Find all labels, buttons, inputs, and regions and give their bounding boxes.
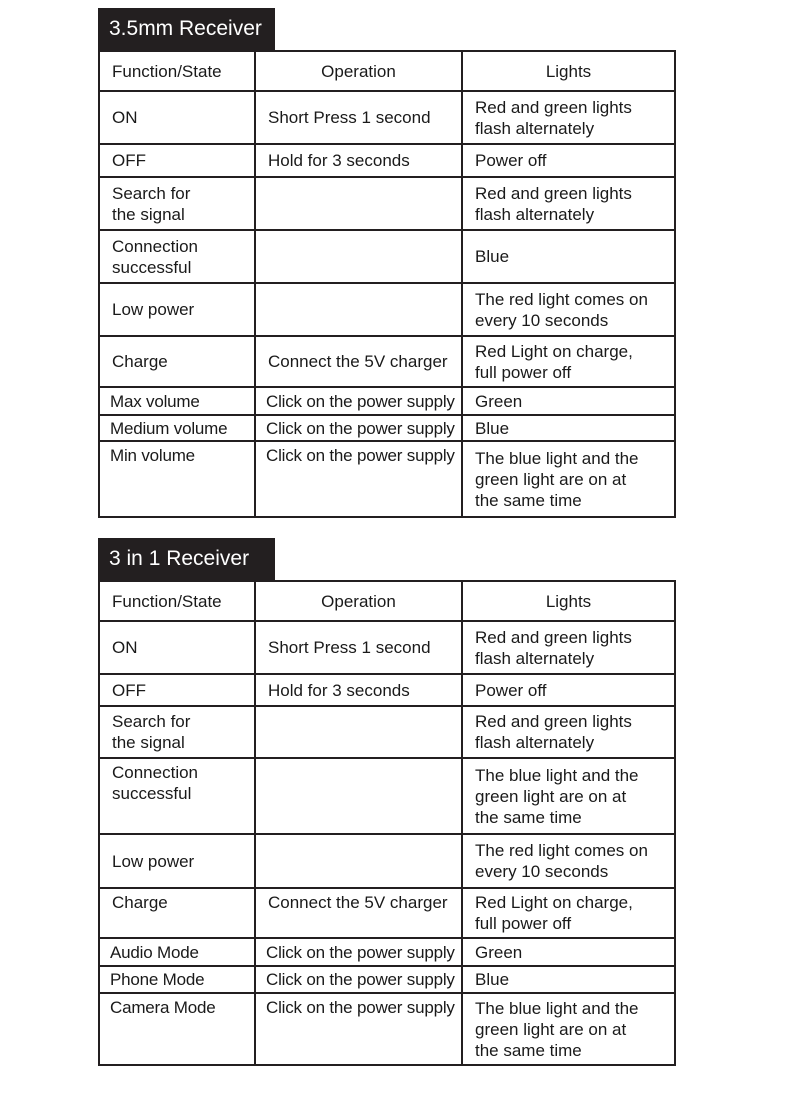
cell-lights: The blue light and the green light are on at the same time xyxy=(462,758,675,834)
table-row xyxy=(99,283,675,336)
cell-function: Low power xyxy=(99,834,255,888)
table-row xyxy=(99,888,675,938)
cell-lights: Green xyxy=(462,938,675,966)
cell-lights: Red and green lights flash alternately xyxy=(462,177,675,230)
header-function: Function/State xyxy=(99,581,255,621)
cell-operation: Click on the power supply xyxy=(255,441,462,517)
cell-lights: Red and green lights flash alternately xyxy=(462,621,675,674)
cell-operation xyxy=(255,706,462,758)
cell-operation: Connect the 5V charger xyxy=(255,888,462,938)
cell-lights: The blue light and the green light are on at the same time xyxy=(462,441,675,517)
cell-operation: Hold for 3 seconds xyxy=(255,144,462,177)
cell-operation: Click on the power supply xyxy=(255,966,462,993)
cell-lights: The blue light and the green light are on at the same time xyxy=(462,993,675,1065)
cell-function: ON xyxy=(99,621,255,674)
table-row xyxy=(99,993,675,1065)
header-operation: Operation xyxy=(255,51,462,91)
header-function: Function/State xyxy=(99,51,255,91)
table-row xyxy=(99,336,675,387)
table-row xyxy=(99,91,675,144)
cell-operation xyxy=(255,230,462,283)
cell-operation xyxy=(255,758,462,834)
table-row xyxy=(99,758,675,834)
cell-function: Charge xyxy=(99,888,255,938)
cell-operation: Click on the power supply xyxy=(255,387,462,415)
cell-function: Search for the signal xyxy=(99,706,255,758)
cell-operation: Click on the power supply xyxy=(255,415,462,441)
cell-operation: Short Press 1 second xyxy=(255,621,462,674)
cell-operation: Connect the 5V charger xyxy=(255,336,462,387)
cell-lights: The red light comes on every 10 seconds xyxy=(462,283,675,336)
cell-lights: Blue xyxy=(462,966,675,993)
cell-function: Medium volume xyxy=(99,415,255,441)
cell-operation xyxy=(255,834,462,888)
table-header-row xyxy=(99,51,675,91)
table-row xyxy=(99,144,675,177)
table-row xyxy=(99,621,675,674)
table-row xyxy=(99,441,675,517)
cell-operation xyxy=(255,283,462,336)
cell-function: Charge xyxy=(99,336,255,387)
cell-lights: Red Light on charge, full power off xyxy=(462,888,675,938)
cell-function: OFF xyxy=(99,674,255,706)
cell-operation: Click on the power supply xyxy=(255,993,462,1065)
cell-lights: Blue xyxy=(462,230,675,283)
table-header-row xyxy=(99,581,675,621)
cell-lights: The red light comes on every 10 seconds xyxy=(462,834,675,888)
table-row xyxy=(99,674,675,706)
table-row xyxy=(99,230,675,283)
cell-function: Max volume xyxy=(99,387,255,415)
cell-function: Search for the signal xyxy=(99,177,255,230)
cell-function: Connection successful xyxy=(99,758,255,834)
cell-function: Low power xyxy=(99,283,255,336)
function-table xyxy=(98,580,676,1066)
cell-function: Phone Mode xyxy=(99,966,255,993)
header-lights: Lights xyxy=(462,581,675,621)
cell-operation xyxy=(255,177,462,230)
cell-lights: Blue xyxy=(462,415,675,441)
table-row xyxy=(99,415,675,441)
cell-function: Camera Mode xyxy=(99,993,255,1065)
table-row xyxy=(99,706,675,758)
cell-function: Audio Mode xyxy=(99,938,255,966)
receiver-3in1-section xyxy=(98,538,676,1066)
cell-operation: Short Press 1 second xyxy=(255,91,462,144)
cell-lights: Green xyxy=(462,387,675,415)
cell-lights: Power off xyxy=(462,144,675,177)
table-row xyxy=(99,966,675,993)
cell-lights: Red Light on charge, full power off xyxy=(462,336,675,387)
cell-lights: Red and green lights flash alternately xyxy=(462,706,675,758)
cell-function: Min volume xyxy=(99,441,255,517)
cell-lights: Power off xyxy=(462,674,675,706)
cell-function: OFF xyxy=(99,144,255,177)
cell-function: ON xyxy=(99,91,255,144)
cell-lights: Red and green lights flash alternately xyxy=(462,91,675,144)
table-row xyxy=(99,177,675,230)
table-row xyxy=(99,834,675,888)
cell-function: Connection successful xyxy=(99,230,255,283)
receiver-35mm-section xyxy=(98,8,676,518)
function-table xyxy=(98,50,676,518)
header-lights: Lights xyxy=(462,51,675,91)
table-row xyxy=(99,387,675,415)
section-title: 3.5mm Receiver xyxy=(98,8,275,50)
section-title: 3 in 1 Receiver xyxy=(98,538,275,580)
cell-operation: Click on the power supply xyxy=(255,938,462,966)
header-operation: Operation xyxy=(255,581,462,621)
cell-operation: Hold for 3 seconds xyxy=(255,674,462,706)
table-row xyxy=(99,938,675,966)
